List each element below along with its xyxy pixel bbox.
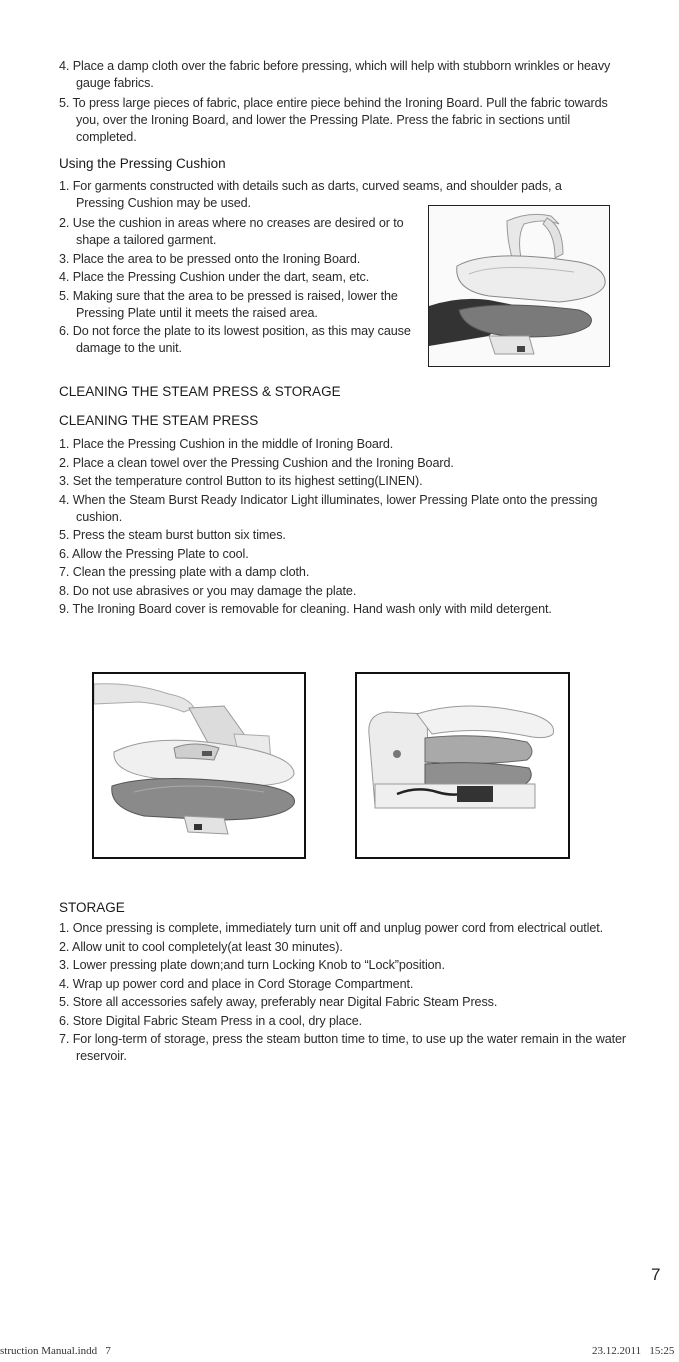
list-item-number: 8. [59, 583, 70, 598]
list-item: 1. For garments constructed with details such as darts, curved seams, and shoulder pads, a Pressing Cushion may be used. [59, 179, 562, 210]
press-open-photo [92, 672, 306, 859]
cleaning-list [59, 436, 629, 620]
storage-heading: STORAGE [59, 900, 125, 915]
list-item-text: Place a damp cloth over the fabric before pressing, which will help with stubborn wrinkles or heavy gauge fabrics. [72, 59, 611, 90]
list-item-number: 4. [59, 492, 70, 507]
list-item [59, 994, 629, 1011]
list-item-number: 5. [59, 528, 70, 542]
cushion-heading: Using the Pressing Cushion [59, 156, 226, 171]
list-item-text: Clean the pressing plate with a damp cloth. [72, 565, 310, 579]
list-item-text: Store Digital Fabric Steam Press in a cool, dry place. [72, 1013, 362, 1028]
list-item-number: 2. [59, 455, 70, 470]
list-item-number: 7. [59, 1032, 70, 1046]
list-item-number: 2. [59, 939, 70, 954]
list-item [59, 1031, 629, 1065]
list-item [59, 583, 629, 600]
list-item-text: For long-term of storage, press the steam button time to time, to use up the water remain in the water reservoir. [72, 1032, 627, 1063]
list-item-number: 6. [59, 1013, 70, 1028]
list-item [59, 601, 629, 618]
list-item [59, 58, 629, 92]
list-item-number: 4. [59, 270, 70, 284]
press-open-illustration [94, 674, 304, 857]
list-item-text: Do not force the plate to its lowest position, as this may cause damage to the unit. [72, 324, 411, 355]
list-item [59, 546, 629, 563]
list-item [59, 436, 629, 453]
list-item [59, 492, 629, 526]
list-item-text: Once pressing is complete, immediately turn unit off and unplug power cord from electrical outlet. [72, 921, 604, 935]
list-item-text: Press the steam burst button six times. [72, 528, 286, 542]
list-item [59, 527, 629, 544]
list-item-text: Making sure that the area to be pressed is raised, lower the Pressing Plate until it meets the raised area. [72, 288, 398, 320]
list-item [59, 251, 421, 268]
list-item-number: 9. [59, 602, 70, 616]
list-item-number: 5. [59, 995, 70, 1009]
list-item-text: Place a clean towel over the Pressing Cushion and the Ironing Board. [72, 455, 454, 470]
list-item-number: 7. [59, 565, 70, 579]
cushion-list [59, 215, 421, 359]
list-item-text: Place the area to be pressed onto the Ironing Board. [72, 251, 361, 266]
list-item-text: Place the Pressing Cushion in the middle of Ironing Board. [72, 437, 394, 451]
list-item-text: Set the temperature control Button to its highest setting(LINEN). [72, 474, 423, 488]
page-number: 7 [651, 1265, 661, 1284]
list-item-text: Place the Pressing Cushion under the dart, seam, etc. [72, 270, 370, 284]
list-item-number: 6. [59, 324, 70, 338]
list-item [59, 473, 629, 490]
list-item-text: Allow the Pressing Plate to cool. [72, 546, 249, 561]
list-item-number: 1. [59, 437, 70, 451]
list-item-text: Use the cushion in areas where no creases are desired or to shape a tailored garment. [72, 216, 404, 247]
intro-list [59, 58, 629, 149]
list-item-text: The Ironing Board cover is removable for cleaning. Hand wash only with mild detergent. [72, 602, 552, 616]
list-item [59, 95, 629, 146]
storage-list [59, 920, 629, 1067]
list-item [59, 455, 629, 472]
list-item [59, 1013, 629, 1030]
cleaning-heading: CLEANING THE STEAM PRESS [59, 413, 259, 428]
list-item [59, 976, 629, 993]
list-item-text: Do not use abrasives or you may damage the plate. [72, 583, 357, 598]
list-item-text: Store all accessories safely away, preferably near Digital Fabric Steam Press. [72, 995, 498, 1009]
list-item-number: 3. [59, 251, 70, 266]
list-item [59, 215, 421, 249]
steam-press-illustration [429, 206, 609, 366]
list-item-number: 5. [59, 288, 70, 303]
list-item [59, 323, 421, 357]
list-item-number: 4. [59, 976, 70, 991]
press-storage-photo [355, 672, 570, 859]
list-item-number: 2. [59, 216, 70, 230]
list-item [59, 957, 629, 974]
list-item [59, 564, 629, 581]
list-item [59, 920, 629, 937]
list-item-number: 3. [59, 958, 70, 972]
list-item-number: 5. [59, 96, 70, 110]
list-item-text: Allow unit to cool completely(at least 30 minutes). [72, 939, 343, 954]
list-item-number: 6. [59, 546, 70, 561]
list-item-text: To press large pieces of fabric, place entire piece behind the Ironing Board. Pull the fabric towards you, over the Ironing Board, and lower the Pressing Plate. Press the fabric in sections until completed. [72, 96, 608, 144]
list-item-number: 1. [59, 921, 70, 935]
press-storage-illustration [357, 674, 568, 857]
list-item-text: Wrap up power cord and place in Cord Storage Compartment. [72, 976, 414, 991]
list-item-number: 3. [59, 474, 70, 488]
list-item [59, 288, 421, 322]
list-item [59, 939, 629, 956]
list-item-number: 4. [59, 59, 70, 73]
list-item [59, 269, 421, 286]
footer-datetime: 23.12.2011 15:25 [592, 1345, 675, 1357]
list-item-text: When the Steam Burst Ready Indicator Light illuminates, lower Pressing Plate onto the pressing cushion. [72, 492, 598, 524]
footer-file-name: struction Manual.indd 7 [0, 1345, 111, 1357]
list-item-text: Lower pressing plate down;and turn Locking Knob to “Lock”position. [72, 958, 445, 972]
cleaning-storage-heading: CLEANING THE STEAM PRESS & STORAGE [59, 384, 341, 399]
steam-press-cushion-photo [428, 205, 610, 367]
